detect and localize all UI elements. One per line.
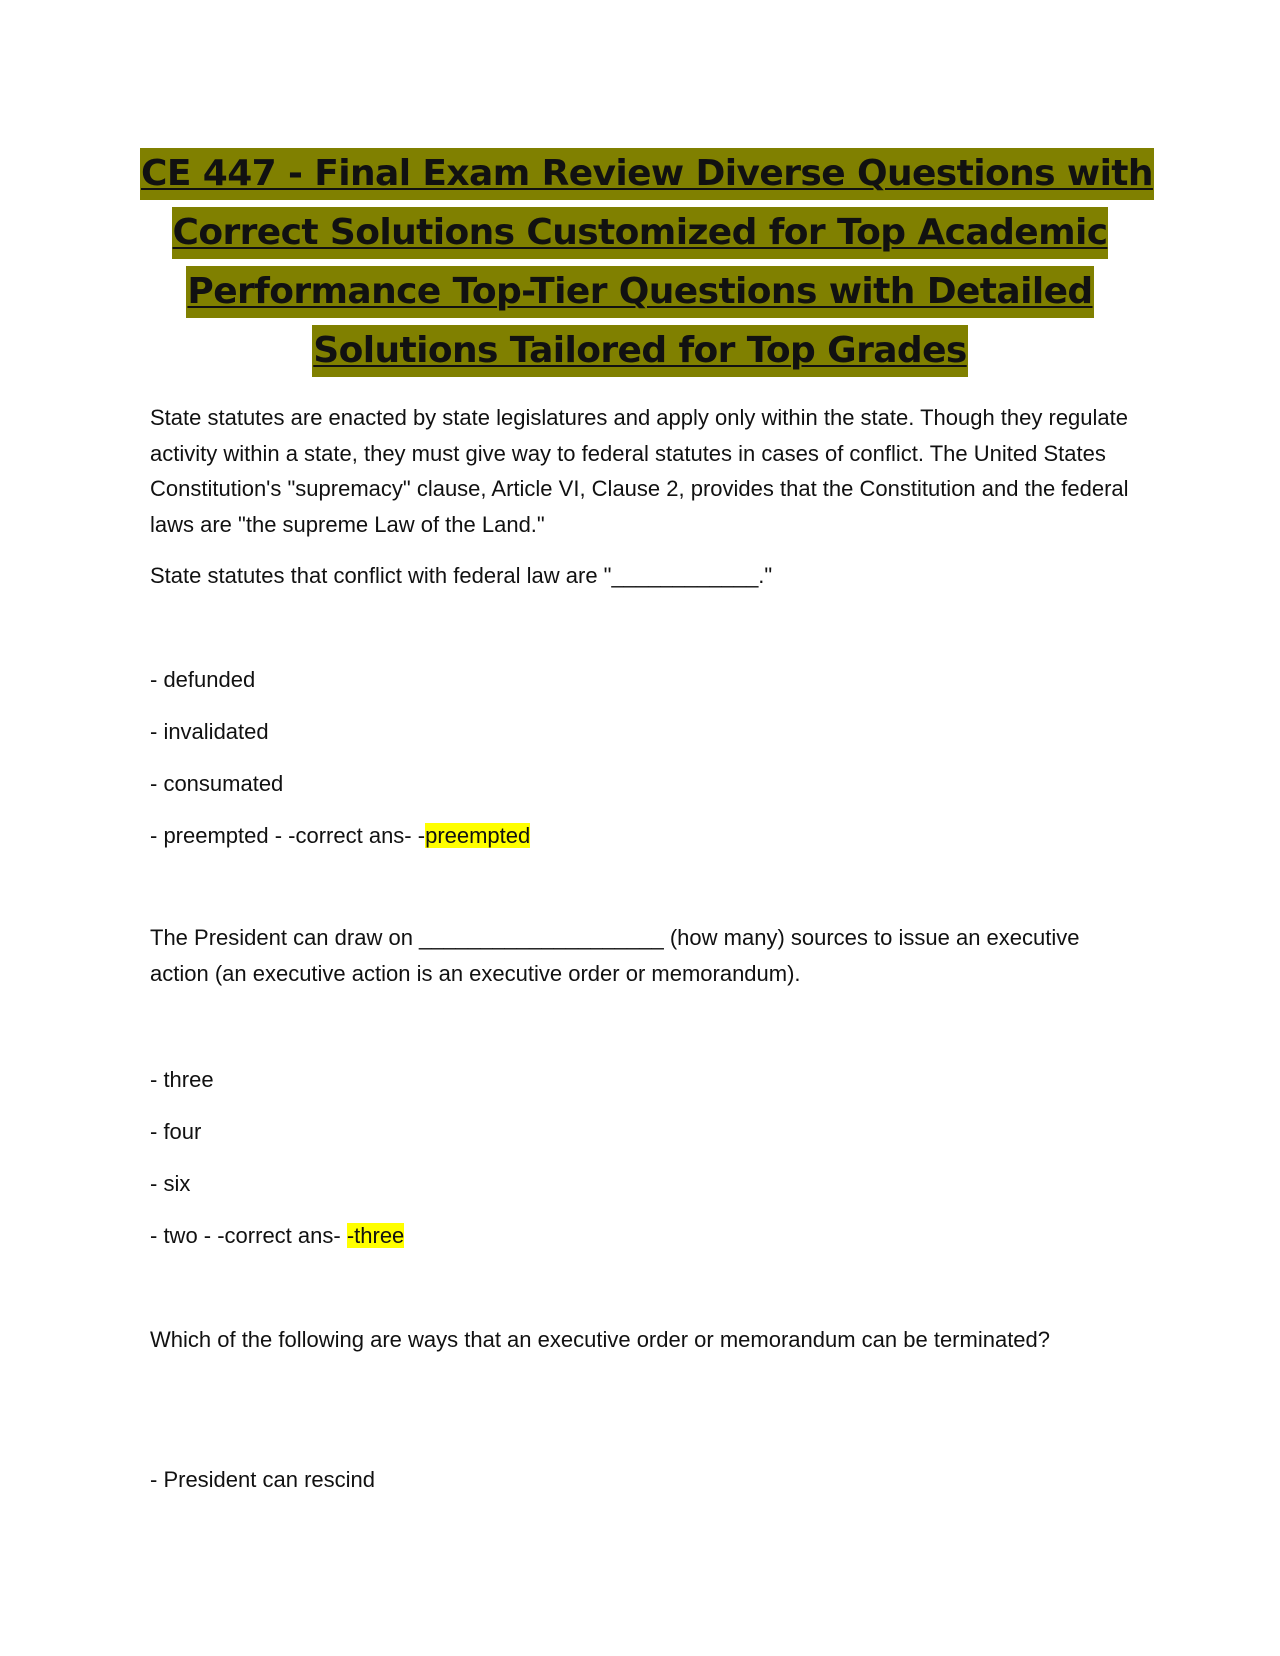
question-1-option-3: - consumated [150,771,284,796]
option-text: - preempted - -correct ans- - [150,823,426,848]
title-line-text: Performance Top-Tier Questions with Detailed [186,266,1093,318]
question-1-prompt: State statutes that conflict with federal law are "____________." [150,563,773,588]
question-3-option-1: - President can rescind [150,1467,375,1492]
option-text: - two - -correct ans- [150,1223,347,1248]
question-1-option-2: - invalidated [150,719,269,744]
title-line-text: Solutions Tailored for Top Grades [312,325,968,377]
title-line [140,148,1153,207]
question-2-prompt: The President can draw on ____________________ (how many) sources to issue an executive action (an executive action is an executive order or memorandum). [150,925,1080,986]
question-1-option-1: - defunded [150,667,256,692]
title-line [140,207,1140,266]
title-line-text: Correct Solutions Customized for Top Academic [172,207,1109,259]
question-2-option-3: - six [150,1171,191,1196]
question-2-option-2: - four [150,1119,202,1144]
correct-answer-highlight: -three [346,1223,405,1248]
title-line [140,325,1140,384]
title-line-text: CE 447 - Final Exam Review Diverse Questions with [140,148,1154,200]
document-title [140,148,1153,384]
question-3-prompt: Which of the following are ways that an executive order or memorandum can be terminated? [150,1327,1051,1352]
question-1-option-4 [150,821,530,851]
intro-paragraph: State statutes are enacted by state legislatures and apply only within the state. Though they regulate activity within a state, they must give way to federal statutes in cases of conflict. The United States Constitution's "supremacy" clause, Article VI, Clause 2, provides that the Constitution and the federal laws are "the supreme Law of the Land." [150,405,1129,537]
correct-answer-highlight: preempted [425,823,531,848]
question-2-option-4 [150,1221,404,1251]
title-line [140,266,1140,325]
question-2-option-1: - three [150,1067,214,1092]
